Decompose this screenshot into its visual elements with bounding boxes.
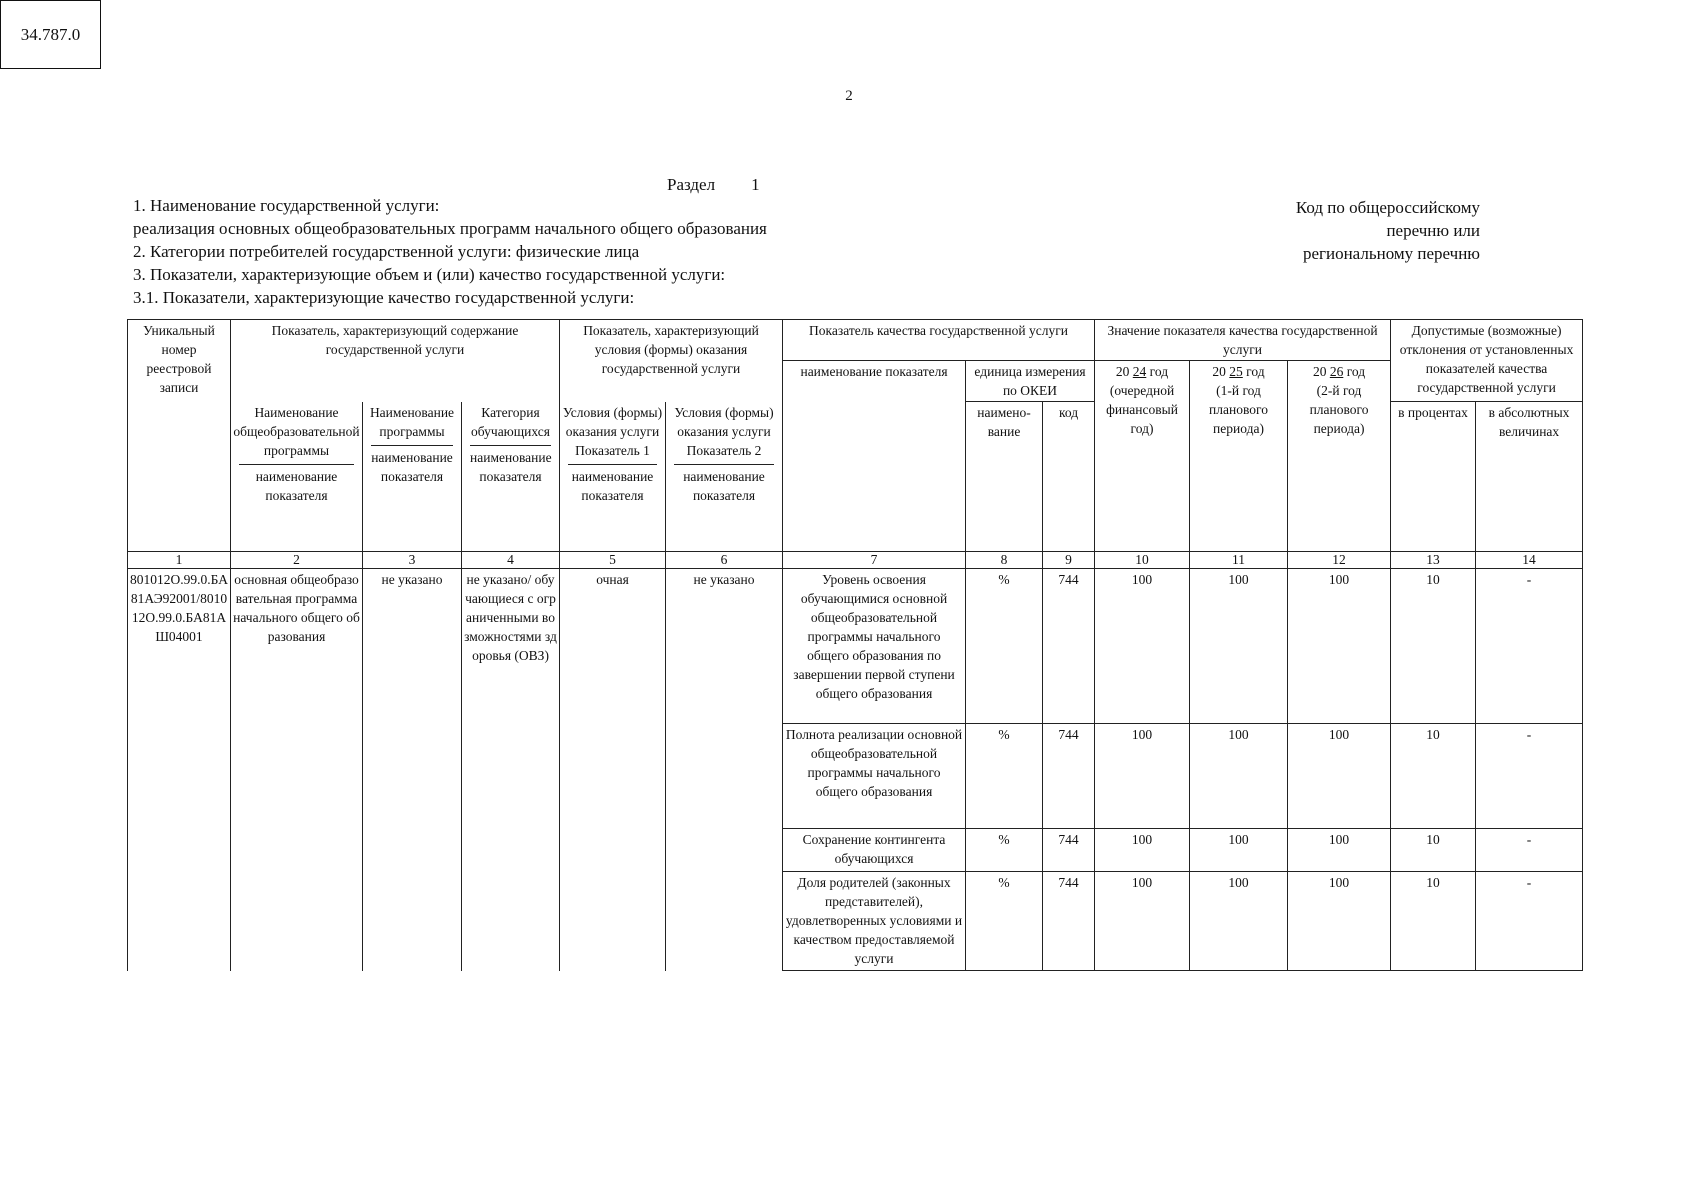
column-number: 9 — [1043, 552, 1095, 569]
col-program-header — [231, 402, 363, 552]
year3-prefix: 20 — [1312, 364, 1327, 379]
col-program-name-header — [363, 402, 462, 552]
table-row — [128, 569, 1583, 724]
indicator-value-year1: 100 — [1095, 829, 1190, 872]
record-condition2: не указано — [666, 569, 783, 971]
year3-suffix: год — [1346, 364, 1366, 379]
column-number: 12 — [1288, 552, 1391, 569]
col-year1-header — [1095, 361, 1190, 552]
indicator-value-year2: 100 — [1190, 569, 1288, 724]
col-unit-name-header: наимено-вание — [966, 402, 1043, 552]
section-label: Раздел — [667, 175, 716, 194]
col-deviation-header: Допустимые (возможные) отклонения от установленных показателей качества государственной услуги — [1391, 320, 1583, 402]
service-name-value: реализация основных общеобразовательных программ начального общего образования — [133, 219, 767, 238]
indicator-deviation-absolute: - — [1476, 569, 1583, 724]
service-name-label: 1. Наименование государственной услуги: — [133, 196, 440, 215]
registry-code-box — [0, 0, 101, 69]
indicator-deviation-percent: 10 — [1391, 569, 1476, 724]
indicator-value-year2: 100 — [1190, 872, 1288, 971]
indicator-name: Полнота реализации основной общеобразовательной программы начального общего образования — [783, 724, 966, 829]
column-number: 7 — [783, 552, 966, 569]
year3-value: 26 — [1329, 364, 1344, 379]
indicator-unit: % — [966, 724, 1043, 829]
indicator-value-year1: 100 — [1095, 724, 1190, 829]
col-year3-header — [1288, 361, 1391, 552]
indicator-code: 744 — [1043, 829, 1095, 872]
column-number: 10 — [1095, 552, 1190, 569]
col-condition2-label: Условия (формы) оказания услуги Показатель 2 — [674, 404, 774, 458]
column-number: 2 — [231, 552, 363, 569]
col-condition1-label: Условия (формы) оказания услуги Показатель 1 — [562, 404, 663, 458]
indicator-unit: % — [966, 829, 1043, 872]
col-condition2-header — [666, 402, 783, 552]
column-number: 5 — [560, 552, 666, 569]
col-absolute-header: в абсолютных величинах — [1476, 402, 1583, 552]
page-number: 2 — [845, 88, 853, 104]
section-heading — [667, 175, 796, 195]
registry-code-label-line3: региональному перечню — [1302, 244, 1480, 263]
col-unit-code-header: код — [1043, 402, 1095, 552]
registry-code-label-line2: перечню или — [1386, 221, 1480, 240]
record-id: 801012О.99.0.БА81АЭ92001/801012О.99.0.БА81АШ04001 — [128, 569, 231, 971]
indicator-deviation-absolute: - — [1476, 724, 1583, 829]
col-condition1-header — [560, 402, 666, 552]
indicator-value-year3: 100 — [1288, 872, 1391, 971]
column-number: 6 — [666, 552, 783, 569]
col-percent-header: в процентах — [1391, 402, 1476, 552]
col-unique-number-header: Уникальный номер реестровой записи — [128, 320, 231, 552]
col-program-indicator: наименование показателя — [239, 464, 354, 505]
indicator-deviation-absolute: - — [1476, 872, 1583, 971]
indicator-value-year3: 100 — [1288, 829, 1391, 872]
indicator-value-year1: 100 — [1095, 872, 1190, 971]
col-values-header: Значение показателя качества государственной услуги — [1095, 320, 1391, 361]
col-condition1-indicator: наименование показателя — [568, 464, 657, 505]
column-number: 4 — [462, 552, 560, 569]
col-category-indicator: наименование показателя — [470, 445, 551, 486]
indicator-deviation-percent: 10 — [1391, 724, 1476, 829]
col-conditions-header: Показатель, характеризующий условия (формы) оказания государственной услуги — [560, 320, 783, 402]
indicator-unit: % — [966, 872, 1043, 971]
record-category: не указано/ обучающиеся с ограниченными возможностями здоровья (ОВЗ) — [462, 569, 560, 971]
indicator-deviation-absolute: - — [1476, 829, 1583, 872]
col-category-label: Категория обучающихся — [471, 404, 550, 439]
indicator-code: 744 — [1043, 872, 1095, 971]
indicator-value-year1: 100 — [1095, 569, 1190, 724]
column-numbers-row — [128, 552, 1583, 569]
record-program: основная общеобразовательная программа начального общего образования — [231, 569, 363, 971]
quality-indicators-table — [127, 319, 1583, 971]
indicator-name: Сохранение контингента обучающихся — [783, 829, 966, 872]
col-content-header: Показатель, характеризующий содержание государственной услуги — [231, 320, 560, 402]
column-number: 3 — [363, 552, 462, 569]
indicator-name: Уровень освоения обучающимися основной общеобразовательной программы начального общего образования по завершении первой ступени общего образования — [783, 569, 966, 724]
registry-code-value: 34.787.0 — [20, 24, 81, 44]
column-number: 8 — [966, 552, 1043, 569]
year2-suffix: год — [1246, 364, 1265, 379]
col-category-header — [462, 402, 560, 552]
record-condition1: очная — [560, 569, 666, 971]
indicator-deviation-percent: 10 — [1391, 829, 1476, 872]
column-number: 13 — [1391, 552, 1476, 569]
indicator-value-year3: 100 — [1288, 569, 1391, 724]
indicator-code: 744 — [1043, 569, 1095, 724]
indicator-deviation-percent: 10 — [1391, 872, 1476, 971]
indicators-heading: 3. Показатели, характеризующие объем и (или) качество государственной услуги: — [133, 265, 726, 284]
quality-indicators-heading: 3.1. Показатели, характеризующие качество государственной услуги: — [133, 288, 635, 307]
col-condition2-indicator: наименование показателя — [674, 464, 774, 505]
year1-value: 24 — [1132, 364, 1147, 379]
col-quality-header: Показатель качества государственной услуги — [783, 320, 1095, 361]
column-number: 1 — [128, 552, 231, 569]
year1-note: (очередной финансовый год) — [1106, 383, 1178, 436]
col-program-name-indicator: наименование показателя — [371, 445, 453, 486]
indicator-unit: % — [966, 569, 1043, 724]
section-number: 1 — [751, 175, 760, 194]
year2-prefix: 20 — [1212, 364, 1226, 379]
indicator-name: Доля родителей (законных представителей), удовлетворенных условиями и качеством предоставляемой услуги — [783, 872, 966, 971]
indicator-code: 744 — [1043, 724, 1095, 829]
year2-value: 25 — [1229, 364, 1243, 379]
column-number: 11 — [1190, 552, 1288, 569]
column-number: 14 — [1476, 552, 1583, 569]
col-indicator-name-header: наименование показателя — [783, 361, 966, 552]
year1-suffix: год — [1149, 364, 1169, 379]
col-unit-header: единица измерения по ОКЕИ — [966, 361, 1095, 402]
col-program-label: Наименование общеобразовательной программы — [233, 404, 360, 458]
col-year2-header — [1190, 361, 1288, 552]
indicator-value-year3: 100 — [1288, 724, 1391, 829]
registry-code-label — [1296, 196, 1480, 265]
indicator-value-year2: 100 — [1190, 829, 1288, 872]
registry-code-label-line1: Код по общероссийскому — [1295, 198, 1480, 217]
year1-prefix: 20 — [1115, 364, 1130, 379]
indicator-value-year2: 100 — [1190, 724, 1288, 829]
consumer-categories: 2. Категории потребителей государственной услуги: физические лица — [133, 242, 640, 261]
year3-note: (2-й год планового периода) — [1309, 383, 1369, 436]
record-program-name: не указано — [363, 569, 462, 971]
col-program-name-label: Наименование программы — [369, 404, 455, 439]
year2-note: (1-й год планового периода) — [1209, 383, 1268, 436]
